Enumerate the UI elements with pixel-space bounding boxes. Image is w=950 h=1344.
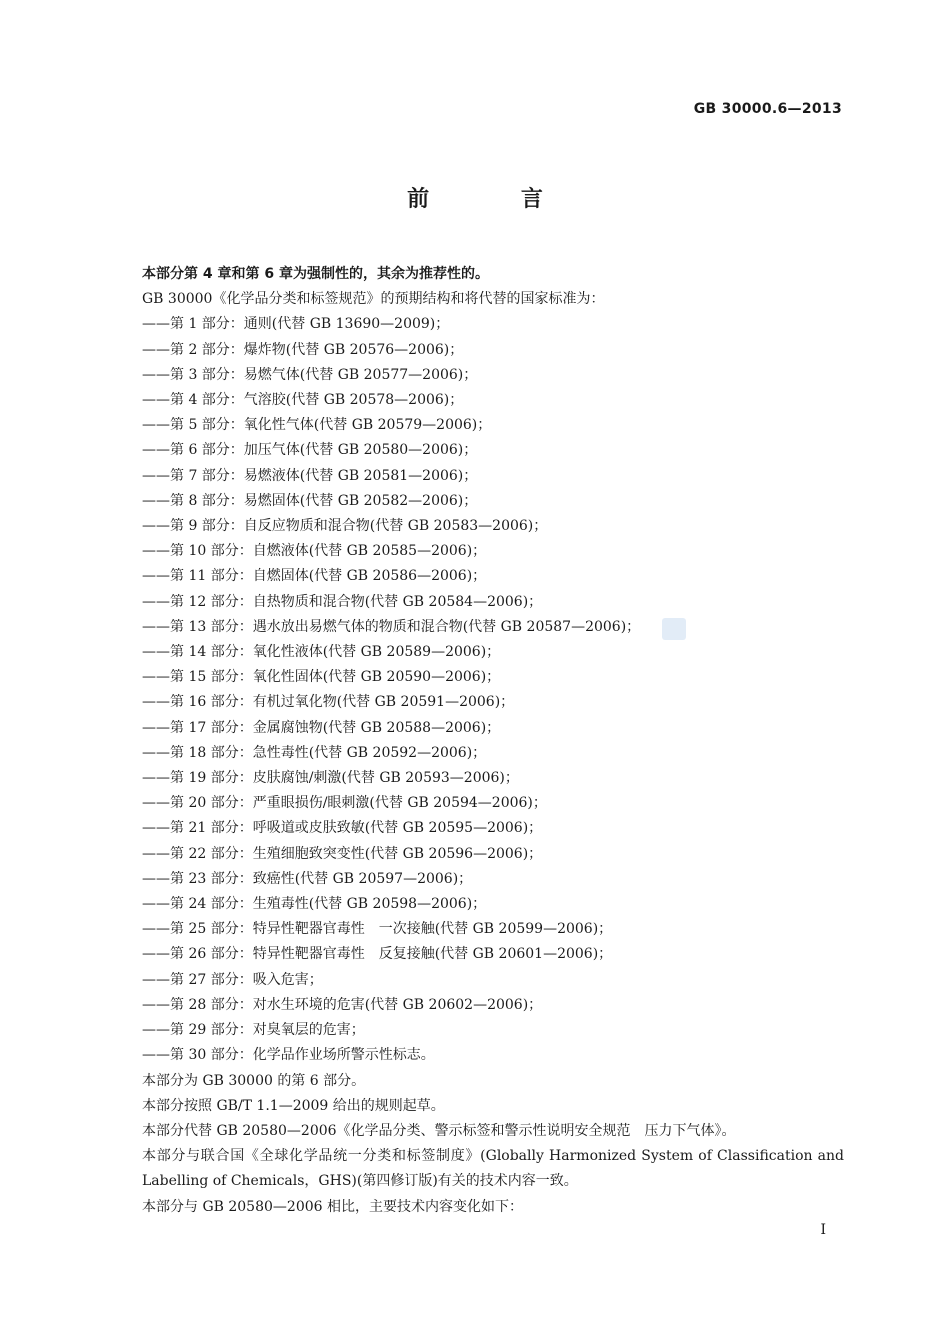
changes-intro-statement: 本部分与 GB 20580—2006 相比，主要技术内容变化如下：	[142, 1198, 523, 1215]
list-item: ——第 30 部分：化学品作业场所警示性标志。	[142, 1047, 435, 1064]
parts-list	[108, 312, 844, 1068]
list-item: ——第 18 部分：急性毒性(代替 GB 20592—2006)；	[142, 744, 487, 761]
drafting-rule-statement: 本部分按照 GB/T 1.1—2009 给出的规则起草。	[142, 1097, 445, 1114]
mandatory-statement: 本部分第 4 章和第 6 章为强制性的，其余为推荐性的。	[142, 266, 489, 282]
list-item: ——第 8 部分：易燃固体(代替 GB 20582—2006)；	[142, 492, 478, 509]
list-item: ——第 28 部分：对水生环境的危害(代替 GB 20602—2006)；	[142, 996, 543, 1013]
list-item: ——第 10 部分：自燃液体(代替 GB 20585—2006)；	[142, 543, 487, 560]
list-item: ——第 13 部分：遇水放出易燃气体的物质和混合物(代替 GB 20587—2006)；	[142, 618, 641, 635]
ghs-consistency-statement: 本部分与联合国《全球化学品统一分类和标签制度》(Globally Harmonized System of Classification and Labelling of Chemicals，GHS)(第四修订版)有关的技术内容一致。	[142, 1148, 844, 1190]
list-item: ——第 27 部分：吸入危害；	[142, 971, 323, 988]
list-item: ——第 9 部分：自反应物质和混合物(代替 GB 20583—2006)；	[142, 518, 548, 535]
replaces-statement: 本部分代替 GB 20580—2006《化学品分类、警示标签和警示性说明安全规范 压力下气体》。	[142, 1122, 736, 1139]
page-title: 前 言	[407, 187, 585, 212]
list-item: ——第 1 部分：通则(代替 GB 13690—2009)；	[142, 316, 450, 333]
list-item: ——第 17 部分：金属腐蚀物(代替 GB 20588—2006)；	[142, 719, 501, 736]
standard-number: GB 30000.6—2013	[693, 101, 842, 117]
list-item: ——第 24 部分：生殖毒性(代替 GB 20598—2006)；	[142, 896, 487, 913]
preface-body	[108, 262, 844, 1220]
page-number: I	[820, 1222, 826, 1238]
list-item: ——第 12 部分：自热物质和混合物(代替 GB 20584—2006)；	[142, 593, 543, 610]
list-item: ——第 23 部分：致癌性(代替 GB 20597—2006)；	[142, 870, 473, 887]
list-item: ——第 22 部分：生殖细胞致突变性(代替 GB 20596—2006)；	[142, 845, 543, 862]
part-of-statement: 本部分为 GB 30000 的第 6 部分。	[142, 1072, 366, 1089]
list-item: ——第 20 部分：严重眼损伤/眼刺激(代替 GB 20594—2006)；	[142, 795, 547, 812]
list-item: ——第 2 部分：爆炸物(代替 GB 20576—2006)；	[142, 341, 464, 358]
list-item: ——第 11 部分：自燃固体(代替 GB 20586—2006)；	[142, 568, 487, 585]
list-item: ——第 19 部分：皮肤腐蚀/刺激(代替 GB 20593—2006)；	[142, 770, 519, 787]
list-item: ——第 25 部分：特异性靶器官毒性 一次接触(代替 GB 20599—2006)；	[142, 921, 613, 938]
list-item: ——第 6 部分：加压气体(代替 GB 20580—2006)；	[142, 442, 478, 459]
list-item: ——第 7 部分：易燃液体(代替 GB 20581—2006)；	[142, 467, 478, 484]
list-item: ——第 3 部分：易燃气体(代替 GB 20577—2006)；	[142, 366, 478, 383]
list-item: ——第 16 部分：有机过氧化物(代替 GB 20591—2006)；	[142, 694, 515, 711]
list-item: ——第 26 部分：特异性靶器官毒性 反复接触(代替 GB 20601—2006)；	[142, 946, 613, 963]
list-item: ——第 15 部分：氧化性固体(代替 GB 20590—2006)；	[142, 669, 501, 686]
list-item: ——第 5 部分：氧化性气体(代替 GB 20579—2006)；	[142, 417, 492, 434]
list-item: ——第 4 部分：气溶胶(代替 GB 20578—2006)；	[142, 392, 464, 409]
list-item: ——第 29 部分：对臭氧层的危害；	[142, 1022, 365, 1039]
list-item: ——第 21 部分：呼吸道或皮肤致敏(代替 GB 20595—2006)；	[142, 820, 543, 837]
structure-statement: GB 30000《化学品分类和标签规范》的预期结构和将代替的国家标准为：	[142, 291, 605, 308]
list-item: ——第 14 部分：氧化性液体(代替 GB 20589—2006)；	[142, 644, 501, 661]
